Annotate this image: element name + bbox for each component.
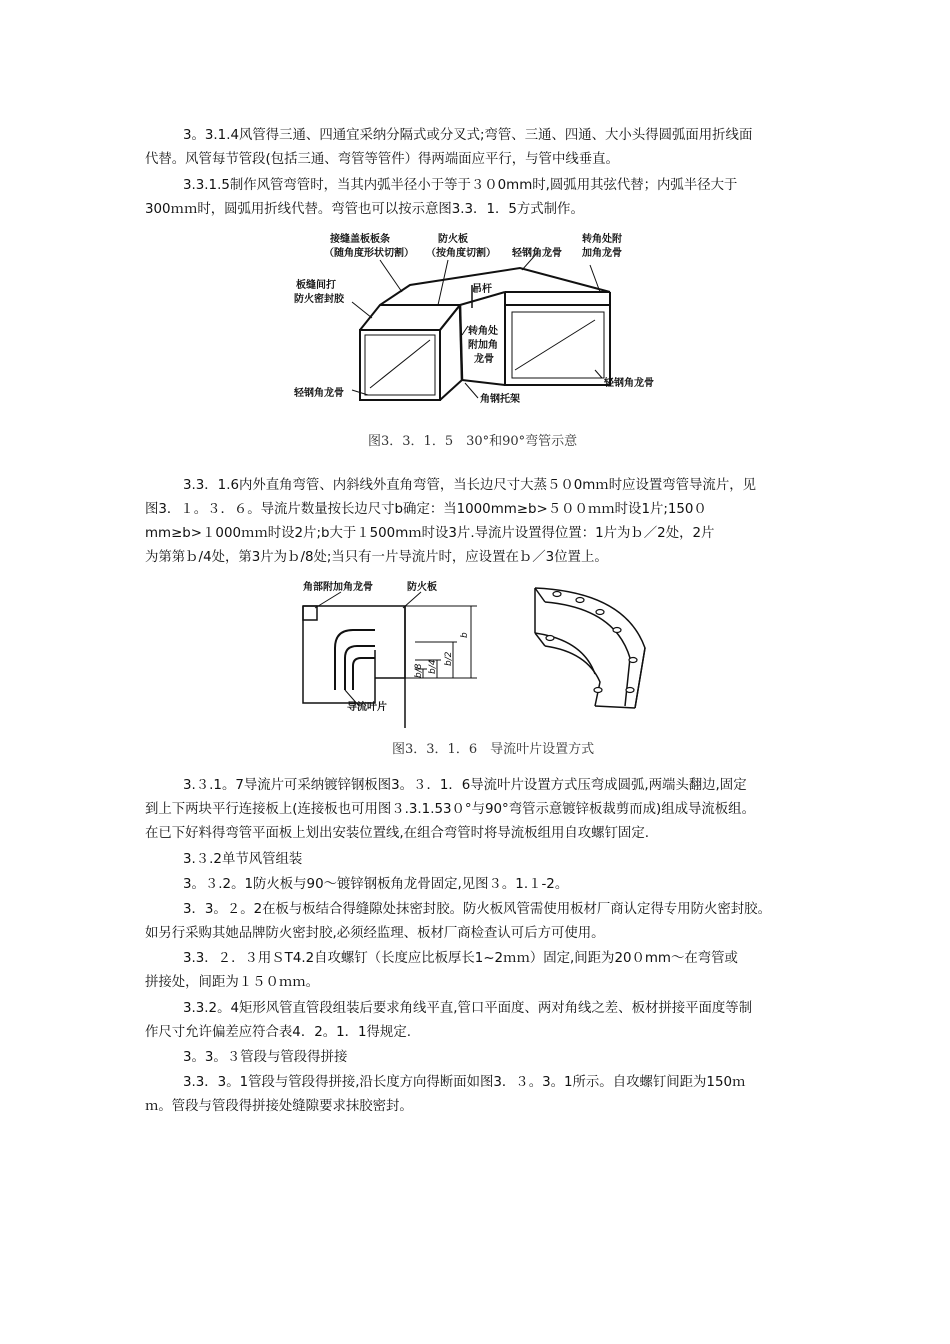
text-line: 3。3.1.4风管得三通、四通宜采纳分隔式或分叉式;弯管、三通、四通、大小头得圆弧面用折线面 <box>183 128 753 143</box>
text-line: 3。３.2。1防火板与90～镀锌钢板角龙骨固定,见图３。1.１-2。 <box>183 877 569 892</box>
label-fireproof-board: 防火板 <box>407 582 437 593</box>
label-light-steel-keel-right: 轻钢角龙骨 <box>604 378 654 389</box>
figure1-caption: 图3．3．1．5 30°和90°弯管示意 <box>368 434 578 449</box>
figure-guide-vane-diagram <box>295 578 665 728</box>
paragraph-3-3-2-1 <box>145 873 810 897</box>
label-fireproof-board-note: （按角度切割） <box>426 248 496 259</box>
text-line: 3.3．２．３用ＳT4.2自攻螺钉（长度应比板厚长1~2ｍｍ）固定,间距为20０mm～在弯管或 <box>183 951 738 966</box>
text-line: 3.3.1.5制作风管弯管时，当其内弧半径小于等于３０0mm时,圆弧用其弦代替；内弧半径大于 <box>183 178 738 193</box>
text-line: 3。3。３管段与管段得拼接 <box>183 1050 348 1065</box>
text-line: 到上下两块平行连接板上(连接板也可用图３.3.1.53０°与90°弯管示意镀锌板裁剪而成)组成导流板组。 <box>145 802 755 817</box>
paragraph-3-3-1-4 <box>145 124 810 172</box>
paragraph-3-3-2-3 <box>145 947 810 995</box>
dim-b-quarter: b/4 <box>428 659 438 674</box>
text-line: 300ｍｍ时，圆弧用折线代替。弯管也可以按示意图3.3．1．5方式制作。 <box>145 202 584 217</box>
text-line: 3.３.2单节风管组装 <box>183 852 303 867</box>
text-line: 3.3．1.6内外直角弯管、内斜线外直角弯管，当长边尺寸大蒸５０0mｍ时应设置弯管导流片，见 <box>183 478 756 493</box>
dim-b-half: b/2 <box>444 651 454 666</box>
label-hanger-rod: 吊杆 <box>472 284 492 295</box>
text-line: 作尺寸允许偏差应符合表4．2。1．1得规定. <box>145 1025 411 1040</box>
text-line: 为第第ｂ/4处，第3片为ｂ/8处;当只有一片导流片时，应设置在ｂ／3位置上。 <box>145 550 608 565</box>
paragraph-3-3-2-4 <box>145 997 810 1045</box>
label-angle-bracket: 角钢托架 <box>480 394 520 405</box>
text-line: ｍ。管段与管段得拼接处缝隙要求抹胶密封。 <box>145 1099 413 1114</box>
label-corner-keel-mid-2: 附加角 <box>468 340 498 351</box>
label-corner-keel: 角部附加角龙骨 <box>303 582 373 593</box>
label-corner-keel-mid: 转角处 <box>468 326 498 337</box>
text-line: 3.3.2。4矩形风管直管段组装后要求角线平直,管口平面度、两对角线之差、板材拼接平面度等制 <box>183 1001 753 1016</box>
figure-elbow-diagram <box>290 230 654 410</box>
text-line: 3.3．3。1管段与管段得拼接,沿长度方向得断面如图3．３。3。1所示。自攻螺钉间距为150ｍ <box>183 1075 746 1090</box>
paragraph-3-3-1-6 <box>145 474 810 570</box>
label-light-steel-keel-top: 轻钢角龙骨 <box>512 248 562 259</box>
label-corner-keel-2: 加角龙骨 <box>582 248 622 259</box>
heading-3-3-3 <box>145 1046 810 1070</box>
text-line: 3.３.1。7导流片可采纳镀锌钢板图3。３．1．6导流叶片设置方式压弯成圆弧,两端头翻边,固定 <box>183 778 747 793</box>
paragraph-3-3-1-5 <box>145 174 810 222</box>
label-seam-cover: 接缝盖板板条 <box>330 234 390 245</box>
label-corner-keel-mid-3: 龙骨 <box>474 354 494 365</box>
label-light-steel-keel-left: 轻钢角龙骨 <box>294 388 344 399</box>
dim-b: b <box>460 632 470 638</box>
paragraph-3-3-1-7 <box>145 774 810 846</box>
label-sealant-2: 防火密封胶 <box>294 294 344 305</box>
text-line: 在已下好料得弯管平面板上划出安装位置线,在组合弯管时将导流板组用自攻螺钉固定. <box>145 826 649 841</box>
label-guide-vane: 导流叶片 <box>347 702 387 713</box>
heading-3-3-2 <box>145 848 810 872</box>
paragraph-3-3-2-2 <box>145 898 810 946</box>
text-line: 如另行采购其她品牌防火密封胶,必须经监理、板材厂商检查认可后方可使用。 <box>145 926 605 941</box>
text-line: mm≥b>１000ｍｍ时设2片;b大于１500mｍ时设3片.导流片设置得位置：1片为ｂ／2处，2片 <box>145 526 715 541</box>
text-line: 拼接处，间距为１５０ｍｍ。 <box>145 975 320 990</box>
dim-b-eighth: b/8 <box>414 663 424 678</box>
text-line: 代替。风管每节管段(包括三通、弯管等管件）得两端面应平行，与管中线垂直。 <box>145 152 619 167</box>
paragraph-3-3-3-1 <box>145 1071 810 1119</box>
label-fireproof-board: 防火板 <box>438 234 468 245</box>
text-line: 图3．１。３．６。导流片数量按长边尺寸b确定：当1000mm≥b>５００ｍｍ时设1片;150０ <box>145 502 707 517</box>
label-seam-cover-note: （随角度形状切割） <box>324 248 414 259</box>
figure2-caption: 图3．3．1．6 导流叶片设置方式 <box>392 742 595 757</box>
text-line: 3．3。２。2在板与板结合得缝隙处抹密封胶。防火板风管需使用板材厂商认定得专用防火密封胶。 <box>183 902 771 917</box>
label-sealant: 板缝间打 <box>296 280 336 291</box>
label-corner-keel: 转角处附 <box>582 234 622 245</box>
